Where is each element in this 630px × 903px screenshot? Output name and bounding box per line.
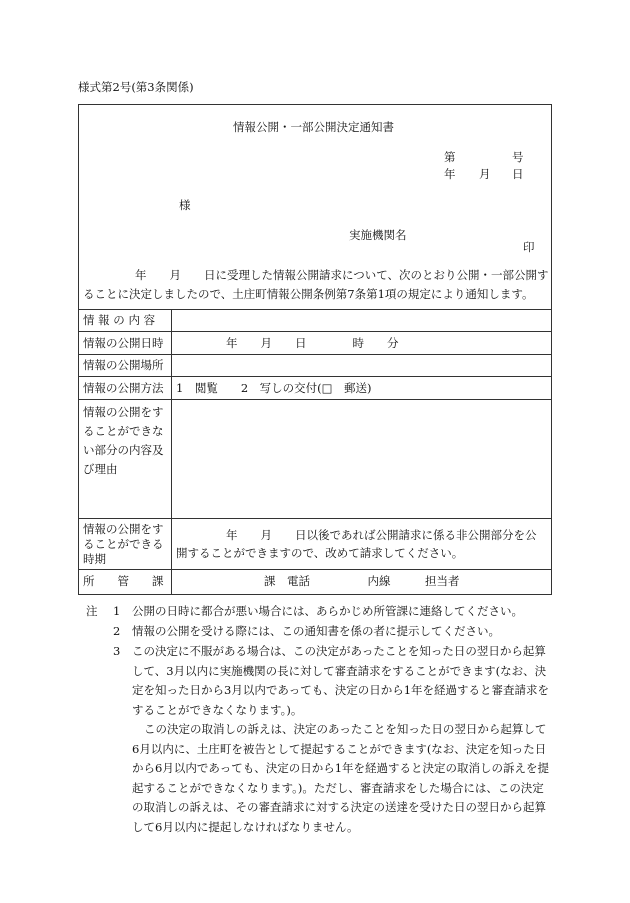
agency-name-label: 実施機関名 (349, 228, 407, 242)
future-value-line-2: 開することができますので、改めて請求してください。 (176, 546, 464, 560)
note-1-text: 公開の日時に都合が悪い場合には、あらかじめ所管課に連絡してください。 (132, 604, 523, 618)
date-year: 年 (444, 167, 456, 181)
row-rule (79, 354, 551, 355)
place-label: 情報の公開場所 (83, 358, 164, 372)
row-rule (79, 399, 551, 400)
notes-prefix: 注 (86, 604, 98, 618)
note-2-number: 2 (113, 624, 121, 638)
noncomp-label: 情報の公開をすることができない部分の内容及び理由 (83, 405, 164, 476)
content-label: 情 報 の 内 容 (83, 313, 156, 327)
note-2-text: 情報の公開を受ける際には、この通知書を係の者に提示してください。 (132, 624, 500, 638)
method-label: 情報の公開方法 (83, 381, 164, 395)
row-rule (79, 331, 551, 332)
number-dai: 第 (444, 150, 456, 164)
form-number-label: 様式第2号(第3条関係) (78, 80, 194, 94)
row-rule (79, 569, 551, 570)
date-month: 月 (479, 167, 491, 181)
intro-line-1: 年 月 日に受理した情報公開請求について、次のとおり公開・一部公開す (135, 268, 549, 282)
row-rule (79, 376, 551, 377)
note-3-text: この決定に不服がある場合は、この決定があったことを知った日の翌日から起算して、3月以内に実施機関の長に対して審査請求をすることができます(なお、決定を知った日から3月以内であっても、決定の日から1年を経過すると審査請求をすることができなくなります。)。 (132, 644, 550, 717)
future-value-line-1: 年 月 日以後であれば公開請求に係る非公開部分を公 (226, 528, 537, 542)
column-divider (171, 309, 172, 595)
addressee-suffix: 様 (179, 198, 191, 212)
document-title: 情報公開・一部公開決定通知書 (233, 120, 394, 134)
note-3-number: 3 (113, 644, 121, 658)
notice-form (78, 104, 552, 595)
row-rule (79, 518, 551, 519)
datetime-value: 年 月 日 時 分 (226, 336, 399, 350)
dept-value: 課 電話 内線 担当者 (264, 574, 460, 588)
seal-label: 印 (523, 240, 535, 254)
number-go: 号 (512, 150, 524, 164)
method-value: 1 閲覧 2 写しの交付(□ 郵送) (176, 381, 372, 395)
datetime-label: 情報の公開日時 (83, 336, 164, 350)
intro-line-2: ることに決定しましたので、土庄町情報公開条例第7条第1項の規定により通知します。 (83, 287, 534, 301)
dept-label: 所 管 課 (83, 574, 164, 588)
table-top-rule (79, 309, 551, 310)
date-day: 日 (512, 167, 524, 181)
future-label: 情報の公開をすることができる時期 (83, 522, 164, 566)
note-3-paragraph-2: この決定の取消しの訴えは、決定のあったことを知った日の翌日から起算して6月以内に、土庄町を被告として提起することができます(なお、決定を知った日から6月以内であっても、決定の日から1年を経過すると決定の取消しの訴えを提起することができなくなります。)。ただし、審査請求をした場合には、この決定の取消しの訴えは、その審査請求に対する決定の送達を受けた日の翌日から起算して6月以内に提起しなければなりません。 (132, 722, 550, 834)
note-1-number: 1 (113, 604, 121, 618)
